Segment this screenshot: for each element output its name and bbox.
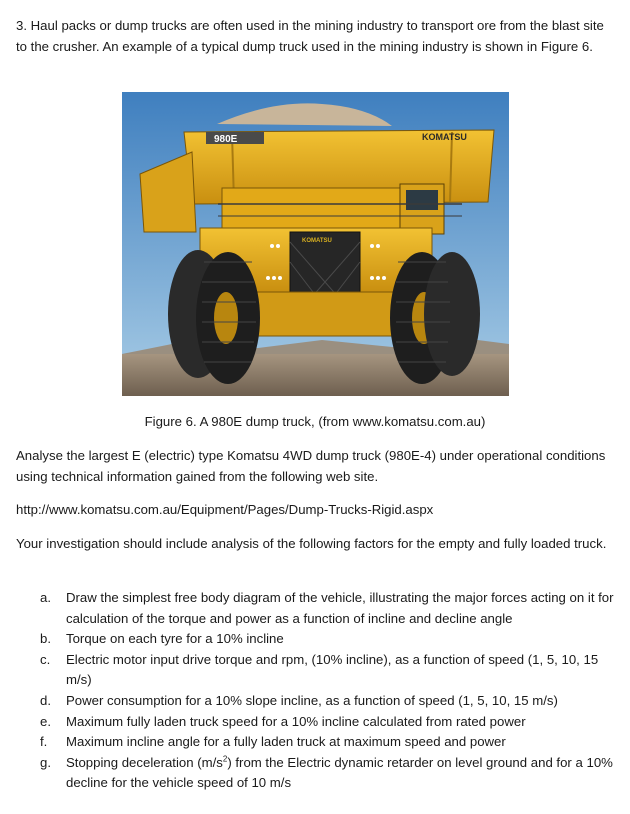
task-list [40,588,615,794]
investigation-paragraph: Your investigation should include analysis of the following factors for the empty and fully loaded truck. [16,536,607,551]
task-letter: g. [40,754,51,770]
model-label: 980E [214,134,238,145]
intro-paragraph: 3. Haul packs or dump trucks are often used in the mining industry to transport ore from the blast site to the crusher. An example of a typical dump truck used in the mining industry is shown in Figure 6. [16,18,604,54]
task-text: Power consumption for a 10% slope incline, as a function of speed (1, 5, 10, 15 m/s) [66,692,558,708]
figure-caption: Figure 6. A 980E dump truck, (from www.komatsu.com.au) [144,414,486,429]
task-item [40,691,615,712]
task-letter: c. [40,651,51,667]
task-text: Electric motor input drive torque and rpm, (10% incline), as a function of speed (1, 5, 10, 15 m/s) [66,651,599,688]
upper-deck [222,188,402,232]
dump-truck-figure [122,92,509,396]
cab-window [406,190,438,210]
analyse-paragraph: Analyse the largest E (electric) type Komatsu 4WD dump truck (980E-4) under operational conditions using technical information gained from the following web site. [16,448,606,484]
task-text: Draw the simplest free body diagram of the vehicle, illustrating the major forces acting on it for calculation of the torque and power as a function of incline and decline angle [66,590,614,626]
grille-brand: KOMATSU [302,238,332,244]
bumper [242,292,410,336]
dump-truck-photo [122,92,509,396]
task-item [40,650,615,691]
task-letter: d. [40,692,51,708]
brand-label: KOMATSU [422,132,467,142]
task-text: Stopping deceleration $(m/s^2)$ from the Electric dynamic retarder on level ground and for a 10% decline for the vehicle speed of 10 m/s [66,754,613,791]
task-item [40,588,615,629]
task-letter: f. [40,734,48,750]
task-text: Maximum incline angle for a fully laden truck at maximum speed and power [66,734,506,750]
task-letter: e. [40,713,51,729]
task-text: Torque on each tyre for a 10% incline [66,631,284,647]
task-item [40,629,615,650]
task-letter: b. [40,631,51,647]
reference-url[interactable]: http://www.komatsu.com.au/Equipment/Pages/Dump-Trucks-Rigid.aspx [16,502,434,517]
task-item [40,753,615,794]
task-text: Maximum fully laden truck speed for a 10% incline calculated from rated power [66,713,526,729]
task-item [40,732,615,753]
task-item [40,712,615,733]
task-letter: a. [40,590,51,605]
